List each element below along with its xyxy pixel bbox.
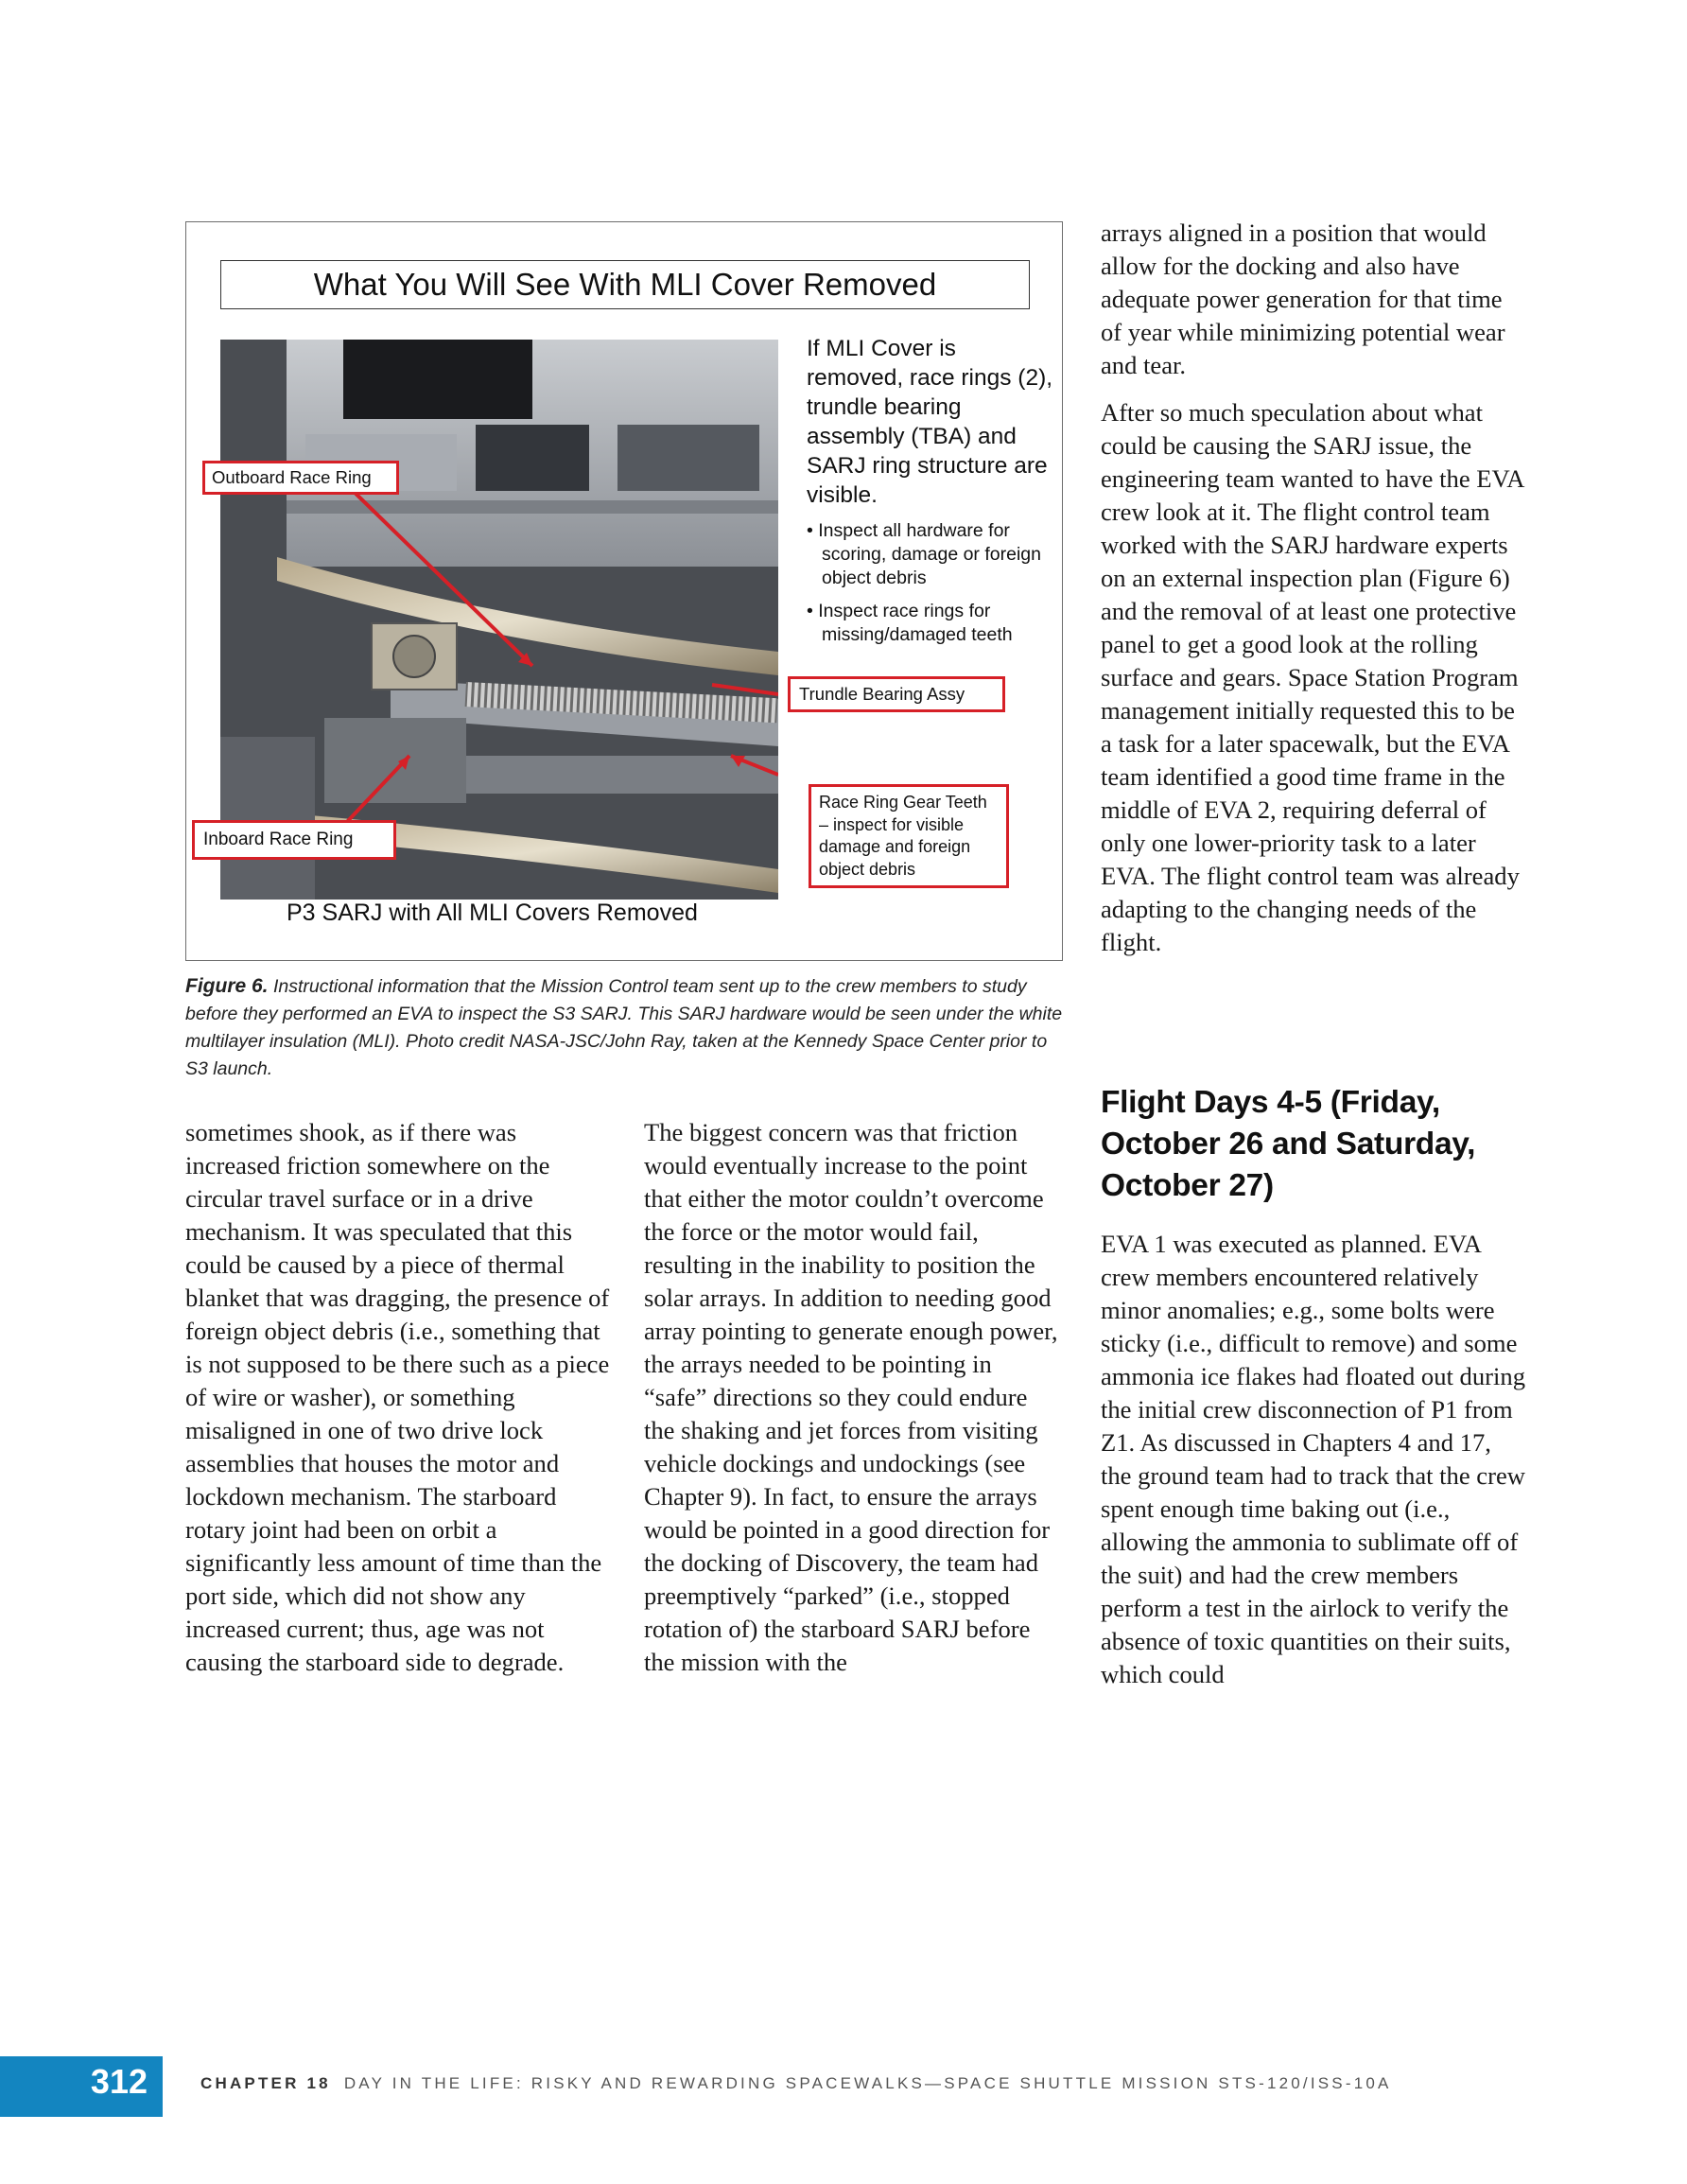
section-heading-flight-days-4-5: Flight Days 4-5 (Friday, October 26 and Saturday, October 27) (1101, 1085, 1476, 1203)
running-footer (200, 2074, 1392, 2093)
page-number-badge (0, 2056, 163, 2117)
sarj-photo (220, 340, 778, 900)
figure-6 (185, 221, 1063, 961)
footer-chapter: CHAPTER 18 (200, 2074, 331, 2092)
text-column-3-lower (1101, 1228, 1526, 1691)
col2-paragraph: The biggest concern was that friction would eventually increase to the point that either the motor couldn’t overcome the force or the motor would fail, resulting in the inability to position the solar arrays. In addition to needing good array pointing to generate enough power, the arrays needed to be pointing in “safe” directions so they could endure the shaking and jet forces from visiting vehicle dockings and undockings (see Chapter 9). In fact, to ensure the arrays would be pointed in a good direction for the docking of Discovery, the team had preemptively “parked” (i.e., stopped rotation of) the starboard SARJ before the mission with the (644, 1118, 1058, 1676)
callout-text (807, 334, 1056, 656)
callout-intro: If MLI Cover is removed, race rings (2), trundle bearing assembly (TBA) and SARJ ring structure are visible. (807, 336, 1053, 508)
footer-title: DAY IN THE LIFE: RISKY AND REWARDING SPACEWALKS—SPACE SHUTTLE MISSION STS-120/ISS-10A (343, 2074, 1392, 2092)
label-race-ring-gear-teeth: Race Ring Gear Teeth – inspect for visible damage and foreign object debris (809, 784, 1009, 888)
bullet-inspect-race-rings: • Inspect race rings for missing/damaged teeth (807, 601, 1013, 645)
col3-paragraph-1: arrays aligned in a position that would allow for the docking and also have adequate power generation for that time of year while minimizing potential wear and tear. (1101, 218, 1505, 379)
callout-bullets (807, 519, 1056, 647)
figure-caption (185, 972, 1065, 1083)
sarj-hardware-illustration (220, 340, 778, 900)
text-column-2 (644, 1116, 1060, 1679)
figure-title: What You Will See With MLI Cover Removed (220, 260, 1030, 309)
col1-paragraph: sometimes shook, as if there was increased friction somewhere on the circular travel surface or in a drive mechanism. It was speculated that this could be caused by a piece of thermal blanket that was dragging, the presence of foreign object debris (i.e., something that is not supposed to be there such as a piece of wire or washer), or something misaligned in one of two drive lock assemblies that houses the motor and lockdown mechanism. The starboard rotary joint had been on orbit a significantly less amount of time than the port side, which did not show any increased current; thus, age was not causing the starboard side to degrade. (185, 1118, 610, 1676)
text-column-3 (1101, 217, 1526, 959)
bullet-inspect-hardware: • Inspect all hardware for scoring, damage or foreign object debris (807, 520, 1041, 588)
figure-caption-text: Instructional information that the Mission Control team sent up to the crew members to study before they performed an EVA to inspect the S3 SARJ. This SARJ hardware would be seen under the white multilayer insulation (MLI). Photo credit NASA-JSC/John Ray, taken at the Kennedy Space Center prior to S3 launch. (185, 976, 1063, 1079)
figure-caption-label: Figure 6. (185, 975, 269, 997)
col3-paragraph-3: EVA 1 was executed as planned. EVA crew members encountered relatively minor anomalies; e.g., some bolts were sticky (i.e., difficult to remove) and some ammonia ice flakes had floated out during the initial crew disconnection of P1 from Z1. As discussed in Chapters 4 and 17, the ground team had to track that the crew spent enough time baking out (i.e., allowing the ammonia to sublimate off of the suit) and had the crew members perform a test in the airlock to verify the absence of toxic quantities on their suits, which could (1101, 1230, 1525, 1688)
label-trundle-bearing-assy: Trundle Bearing Assy (788, 676, 1005, 712)
label-inboard-race-ring: Inboard Race Ring (192, 820, 396, 860)
label-outboard-race-ring: Outboard Race Ring (202, 461, 399, 495)
photo-caption: P3 SARJ with All MLI Covers Removed (287, 900, 698, 926)
text-column-1 (185, 1116, 611, 1679)
col3-paragraph-2: After so much speculation about what could be causing the SARJ issue, the engineering team wanted to have the EVA crew look at it. The flight control team worked with the SARJ hardware experts on an external inspection plan (Figure 6) and the removal of at least one protective panel to get a good look at the rolling surface and gears. Space Station Program management initially requested this to be a task for a later spacewalk, but the EVA team identified a good time frame in the middle of EVA 2, requiring deferral of only one lower-priority task to a later EVA. The flight control team was already adapting to the changing needs of the flight. (1101, 398, 1524, 956)
page-number: 312 (90, 2062, 148, 2101)
